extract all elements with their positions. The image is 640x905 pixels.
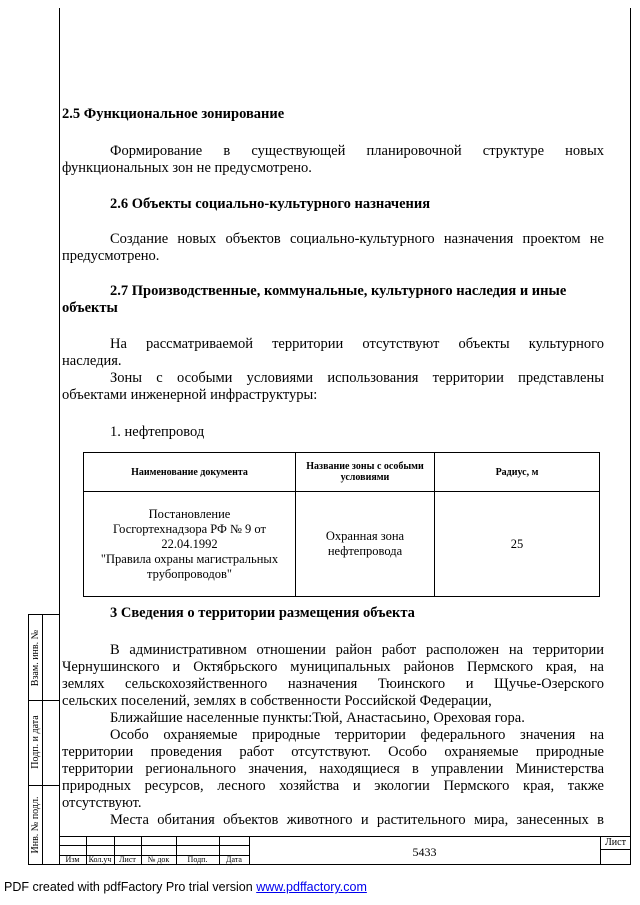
- doc-line: трубопроводов": [147, 566, 232, 581]
- heading-3: 3 Сведения о территории размещения объекта: [110, 605, 415, 621]
- doc-line: "Правила охраны магистральных: [100, 551, 279, 566]
- stamp-inv-label: Инв. № подл.: [30, 796, 41, 854]
- tb-line: [59, 845, 249, 846]
- tb-line: [59, 836, 631, 837]
- tb-doc-number: 5433: [412, 845, 437, 859]
- s3-line: В административном отношении район работ расположен на территории: [110, 642, 604, 658]
- doc-line: 22.04.1992: [161, 536, 218, 551]
- s3-line: Ближайшие населенные пункты:Тюй, Анастасьино, Ореховая гора.: [110, 710, 525, 726]
- zones-table: [83, 452, 600, 597]
- table-row: [84, 492, 600, 597]
- para-2-5-line2: функциональных зон не предусмотрено.: [62, 160, 312, 176]
- stamp-vzam-label: Взам. инв. №: [30, 629, 41, 687]
- table-cell-radius: 25: [435, 492, 600, 597]
- footer-link[interactable]: www.pdffactory.com: [256, 880, 367, 894]
- para-2-7-2-line2: объектами инженерной инфраструктуры:: [62, 387, 318, 403]
- s3-line: Особо охраняемые природные территории федерального значения на: [110, 727, 604, 743]
- pdf-footer: [4, 880, 367, 894]
- zone-line: нефтепровода: [327, 544, 403, 558]
- s3-line: землях сельскохозяйственного назначения Тюинского и Щучье-Озерского: [62, 676, 604, 692]
- s3-line: отсутствуют.: [62, 795, 142, 811]
- table-header-doc: Наименование документа: [84, 453, 296, 492]
- tb-sheet-label: Лист: [605, 837, 626, 848]
- para-2-6-line1: Создание новых объектов социально-культурного назначения проектом не: [110, 231, 604, 247]
- s3-line: сельских поселений, землях в собственности Российской Федерации,: [62, 693, 492, 709]
- para-2-7-2-line1: Зоны с особыми условиями использования территории представлены: [110, 370, 604, 386]
- doc-line: Постановление: [148, 506, 231, 521]
- tb-line: [600, 849, 631, 850]
- title-block: [59, 836, 631, 865]
- doc-line: Госгортехнадзора РФ № 9 от: [113, 521, 266, 536]
- table-header-zone: Название зоны с особыми условиями: [296, 453, 435, 492]
- para-2-7-1-line1: На рассматриваемой территории отсутствуют объекты культурного: [110, 336, 604, 352]
- heading-2-7-line2: объекты: [62, 300, 118, 316]
- table-cell-doc: [84, 492, 296, 597]
- tb-col-ndok: № док: [147, 855, 170, 864]
- zone-line: Охранная зона: [325, 529, 405, 543]
- tb-col-izm: Изм: [65, 855, 80, 864]
- heading-2-6: 2.6 Объекты социально-культурного назначения: [110, 196, 431, 212]
- s3-line: Места обитания объектов животного и растительного мира, занесенных в: [110, 812, 604, 828]
- tb-col-list: Лист: [119, 855, 136, 864]
- table-header-row: [84, 453, 600, 492]
- list-item-1: 1. нефтепровод: [110, 424, 205, 440]
- para-2-6-line2: предусмотрено.: [62, 248, 160, 264]
- table-header-radius: Радиус, м: [435, 453, 600, 492]
- s3-line: территории регионального значения, находящиеся в управлении Министерства: [62, 761, 604, 777]
- para-2-5-line1: Формирование в существующей планировочной структуре новых: [110, 143, 604, 159]
- table-cell-zone: [296, 492, 435, 597]
- tb-col-podp: Подп.: [187, 855, 208, 864]
- s3-line: природных ресурсов, лесного хозяйства и экологии Пермского края, также: [62, 778, 604, 794]
- tb-col-koluch: Кол.уч: [88, 855, 112, 864]
- s3-line: Чернушинского и Октябрьского муниципальных районов Пермского края, на: [62, 659, 604, 675]
- footer-text: PDF created with pdfFactory Pro trial version: [4, 880, 257, 894]
- frame-right-border: [630, 8, 631, 865]
- stamp-podp-label: Подп. и дата: [30, 715, 41, 769]
- tb-col-data: Дата: [226, 855, 242, 864]
- side-stamp: [28, 614, 60, 865]
- para-2-7-1-line2: наследия.: [62, 353, 122, 369]
- heading-2-7-line1: 2.7 Производственные, коммунальные, культурного наследия и иные: [110, 283, 567, 299]
- heading-2-5: 2.5 Функциональное зонирование: [62, 106, 285, 122]
- s3-line: территории проведения работ отсутствуют. Особо охраняемые природные: [62, 744, 604, 760]
